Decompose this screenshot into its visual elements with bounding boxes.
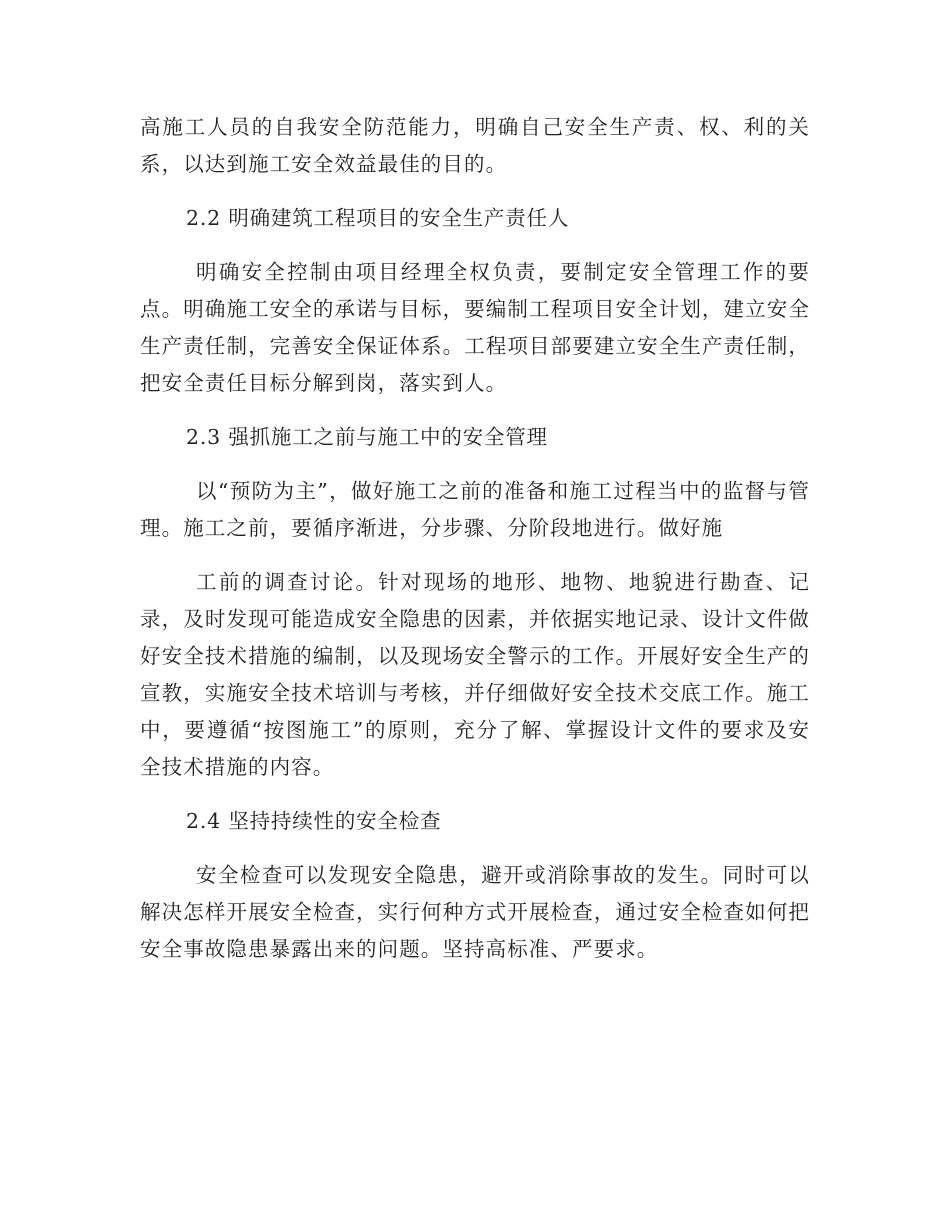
- paragraph-2-3-part-2: 工前的调查讨论。针对现场的地形、地物、地貌进行勘查、记录，及时发现可能造成安全隐患的因素，并依据实地记录、设计文件做好安全技术措施的编制，以及现场安全警示的工作。开展好安全生产的宣教，实施安全技术培训与考核，并仔细做好安全技术交底工作。施工中，要遵循“按图施工”的原则，充分了解、掌握设计文件的要求及安全技术措施的内容。: [140, 570, 810, 779]
- paragraph-2-4: 安全检查可以发现安全隐患，避开或消除事故的发生。同时可以解决怎样开展安全检查，实行何种方式开展检查，通过安全检查如何把安全事故隐患暴露出来的问题。坚持高标准、严要求。: [140, 863, 810, 961]
- heading-2-2: 2.2 明确建筑工程项目的安全生产责任人: [186, 206, 570, 230]
- paragraph-2-3-part-1: 以“预防为主”，做好施工之前的准备和施工过程当中的监督与管理。施工之前，要循序渐进，分步骤、分阶段地进行。做好施: [140, 479, 810, 540]
- paragraph-intro: 高施工人员的自我安全防范能力，明确自己安全生产责、权、利的关系，以达到施工安全效益最佳的目的。: [140, 115, 810, 176]
- heading-2-3: 2.3 强抓施工之前与施工中的安全管理: [186, 425, 548, 449]
- document-body: [140, 109, 810, 968]
- heading-2-4: 2.4 坚持持续性的安全检查: [186, 809, 442, 833]
- paragraph-2-2: 明确安全控制由项目经理全权负责，要制定安全管理工作的要点。明确施工安全的承诺与目标，要编制工程项目安全计划，建立安全生产责任制，完善安全保证体系。工程项目部要建立安全生产责任制，把安全责任目标分解到岗，落实到人。: [140, 260, 810, 395]
